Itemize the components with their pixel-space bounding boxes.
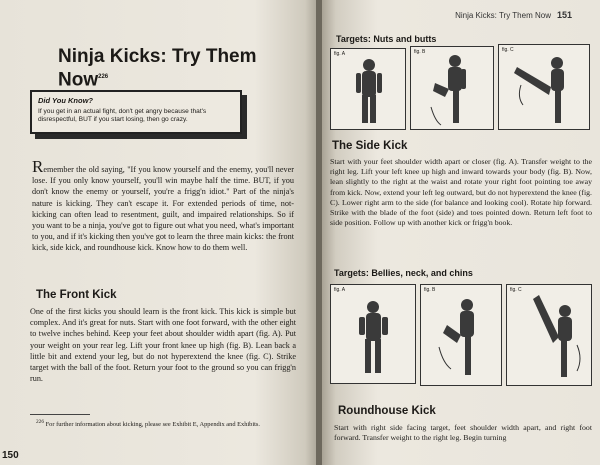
front-kick-fig-c: fig. C	[506, 284, 592, 386]
running-head: Ninja Kicks: Try Them Now 151	[455, 10, 572, 20]
front-kick-heading: The Front Kick	[36, 289, 117, 301]
did-you-know-title: Did You Know?	[38, 96, 93, 105]
ninja-side-kick-figure	[499, 45, 591, 131]
ninja-ready-stance-figure	[331, 285, 417, 385]
chapter-title: Ninja Kicks: Try Them Now$^{226}$	[58, 46, 257, 91]
targets-heading-2: Targets: Bellies, neck, and chins	[334, 268, 473, 278]
did-you-know-box	[30, 90, 242, 134]
roundhouse-heading: Roundhouse Kick	[338, 405, 436, 417]
side-kick-fig-a: fig. A	[330, 48, 406, 130]
ninja-standing-figure	[331, 49, 407, 131]
did-you-know-text: If you get in an actual fight, don't get angry because that's disrespectful, BUT if you start losing, then go crazy.	[38, 107, 207, 123]
front-kick-fig-a: fig. A	[330, 284, 416, 384]
intro-paragraph: Remember the old saying, "If you know yourself and the enemy, you'll never lose. If you only know yourself, you'll win maybe half the time. BUT, if you don't know the enemy or yourself, you're a frigg'n idiot." Part of the ninja's nature is kicking. They can't escape it. For extended periods of time, not-kicking can often lead to resentment, guilt, and impaired relationships. So if you want to be a ninja, you've got to figure out what you need, what's important to you, and if it's kicking then you've got to learn the three main kicks: the front kick, side kick, and roundhouse kick. Know how to do them well.	[32, 157, 294, 253]
front-kick-paragraph: One of the first kicks you should learn is the front kick. This kick is simple but complex. And it's great for nuts. Start with one foot forward, with the other eight to twelve inches behind. Keep your feet about shoulder width apart (fig. A). Put your weight on your rear leg. Lift your front knee up high (fig. B). Lean back a little bit and extend your leg, but do not hyperextend the knee (fig. C). Strike target with the ball of the foot. Return your foot to the ground so you can frigg'n run.	[30, 307, 296, 384]
ninja-knee-raise-figure	[421, 285, 503, 387]
drop-cap: R	[32, 157, 44, 176]
left-page-number: 150	[2, 450, 19, 461]
footnote: $^{226}$ For further information about kicking, please see Exhibit E, Appendix and Exhibits.	[36, 419, 261, 429]
side-kick-fig-c: fig. C	[498, 44, 590, 130]
side-kick-paragraph: Start with your feet shoulder width apart or closer (fig. A). Transfer weight to the right leg. Lift your left knee up high and inward towards your body (fig. B). Now, lean slightly to the right at the waist and rotate your right foot pointing toe away from kick. Now, extend your left leg outward, but do not hyperextend the knee (fig. C). Lower right arm to the side (for balance and looking cool). Rotate hip forward. Strike with the blade of the foot (side) and toes pointed down. Return left foot to side position. Follow up with another kick or frigg'n book.	[330, 157, 592, 228]
targets-heading-1: Targets: Nuts and butts	[336, 34, 437, 44]
side-kick-heading: The Side Kick	[332, 140, 408, 152]
side-kick-fig-b: fig. B	[410, 46, 494, 130]
roundhouse-paragraph: Start with right side facing target, feet shoulder width apart, and right foot forward. Transfer weight to the right leg. Begin turning	[334, 423, 592, 443]
front-kick-fig-b: fig. B	[420, 284, 502, 386]
ninja-high-kick-figure	[507, 285, 593, 387]
footnote-rule	[30, 414, 90, 415]
ninja-knee-up-figure	[411, 47, 495, 131]
